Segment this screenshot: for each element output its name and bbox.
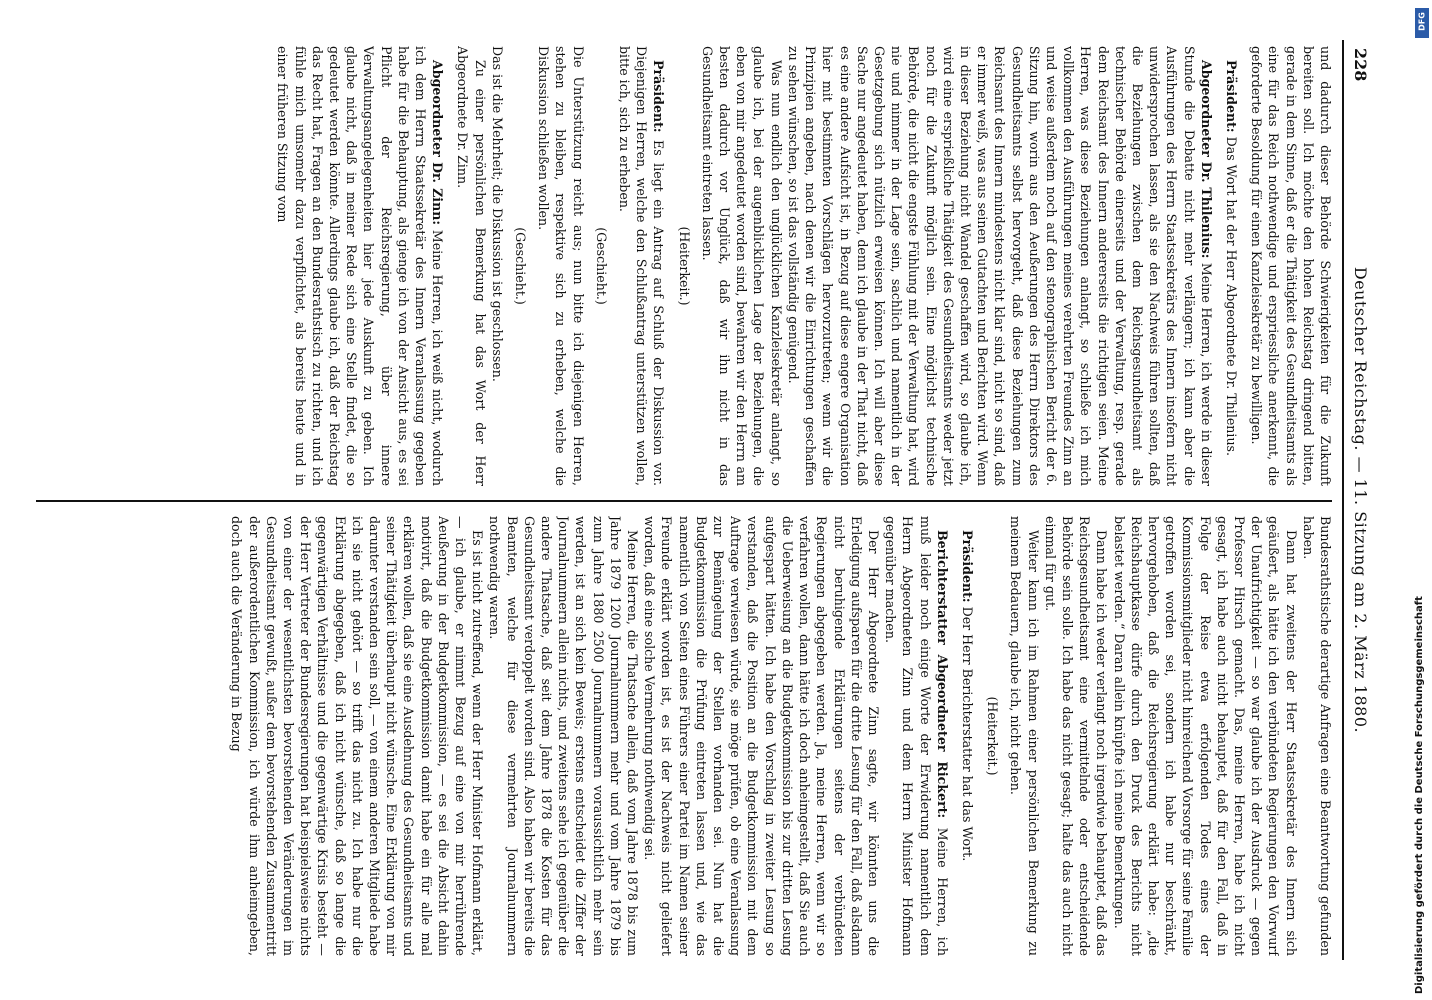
dfg-logo-text: DFG <box>1417 12 1427 31</box>
paragraph-text: Das Wort hat der Herr Abgeordnete Dr. Thilenius. <box>1223 132 1239 457</box>
paragraph <box>1223 46 1240 486</box>
header-rule <box>1342 40 1344 960</box>
speaker-name: Berichterstatter Abgeordneter Rickert: <box>934 530 950 819</box>
page-title: Deutscher Reichstag. — 11. Sitzung am 2. März 1880. <box>1351 266 1370 734</box>
paragraph-text: Das ist die Mehrheit; die Diskussion ist geschlossen. <box>489 46 505 382</box>
paragraph-text: Zu einer persönlichen Bemerkung hat das Wort der Herr Abgeordnete Dr. Zinn. <box>455 46 488 486</box>
paragraph-text: Der Herr Abgeordnete Zinn sagte, wir könnten uns die Erledigung aufsparen für die dritte Lesung für den Fall, daß alsdann nicht beruhigende Erklärungen seitens der verbündeten Regierungen abgegeben werden. Ja, meine Herren, wenn wir so verfahren wollen, dann hätte ich doch anheimgestellt, daß Sie auch die Ueberweisung an die Budgetkommission bis zur dritten Lesung aufgespart hätten. Ich habe den Vorschlag in zweiter Lesung so verstanden, daß die Position an die Budgetkommission mit dem Auftrage verwiesen würde, sie möge prüfen, ob eine Veranlassung zur Bemängelung der Stellen vorhanden sei. Nun hat die Budgetkommission die Prüfung eintreten lassen und, wie das namentlich von Seiten eines Führers einer Partei im Namen seiner Freunde erklärt worden ist, es ist der Nachweis nicht geliefert worden, daß eine solche Vermehrung nothwendig sei. <box>642 516 881 956</box>
stage-direction: (Geschieht.) <box>593 227 609 305</box>
paragraph <box>1042 516 1111 956</box>
stage-direction: (Heiterkeit.) <box>985 696 1001 776</box>
paragraph-text: Die Unterstützung reicht aus; nun bitte ich diejenigen Herren, stehen zu bleiben, respektive sich zu erheben, welche die Diskussion schließen wollen. <box>536 46 586 486</box>
paragraph-text: Meine Herren, ich weiß nicht, wodurch ich dem Herrn Staatssekretär des Innern Veranlassung gegeben habe für die Behauptung, als gienge ich von der Ansicht aus, es sei Pflicht der Reichsregierung, über innere Verwaltungsangelegenheiten hier jede Auskunft zu geben. Ich glaube nicht, daß in meiner Rede sich eine Stelle findet, die so gedeutet werden könnte. Allerdings glaube ich, daß der Reichstag das Recht hat, Fragen an den Bundesrathstisch zu richten, und ich fühle mich umsomehr dazu verpflichtet, als bereits heute und in einer früheren Sitzung vom <box>275 46 446 486</box>
paragraph-text: Dann habe ich weder verlangt noch irgendwie behauptet, daß das Reichsgesundheitsamt eine vermittelnde oder entscheidende Behörde sein solle. Ich habe das nicht gesagt; halte das auch nicht einmal für gut. <box>1042 516 1110 956</box>
paragraph-text: und dadurch dieser Behörde Schwierigkeiten für die Zukunft bereiten soll. Ich möchte den hohen Reichstag dringend bitten, gerade in dem Sinne, daß er die Thätigkeit des Gesundheitsamts als eine für das Reich nothwendige und erspriessliche anerkennt, die geforderte Besoldung für einen Kanzleisekretär zu bewilligen. <box>1249 46 1333 486</box>
paragraph <box>641 516 882 956</box>
paragraph-text: Bundesrathstische derartige Anfragen eine Beantwortung gefunden haben. <box>1300 516 1333 956</box>
paragraph <box>535 46 587 486</box>
paragraph-text: Meine Herren, ich muß leider noch einige Worte der Erwiderung namentlich dem Herrn Abgeordneten Zinn und dem Herrn Minister Hofmann gegenüber machen. <box>883 516 950 956</box>
paragraph <box>882 516 951 956</box>
paragraph-text: Der Herr Berichterstatter hat das Wort. <box>959 602 975 862</box>
paragraph <box>1007 516 1041 956</box>
paragraph-text: Meine Herren, ich werde in dieser Stunde die Debatte nicht mehr verlängern; ich kann aber die Ausführungen des Herrn Staatssekretärs des Innern insofern nicht unwidersprochen lassen, als sie den Nachweis führen sollten, daß die Beziehungen zwischen dem Reichsgesundheitsamt als technischer Behörde einerseits und der Verwaltung, resp. gerade dem Reichsamt des Innern andererseits die richtigen seien. Meine Herren, was diese Beziehungen anlangt, so schließe ich mich vollkommen den Ausführungen meines verehrten Freundes Zinn an und weise außerdem noch auf den stenographischen Bericht der 6. Sitzung hin, worin aus den Aeußerungen des Herrn Direktors des Gesundheitsamts selbst hervorgeht, daß diese Beziehungen zum Reichsamt des Innern mindestens nicht klar sind, nicht so sind, daß er immer weiß, was aus seinen Gutachten und Berichten wird. Wenn in dieser Beziehung nicht Wandel geschaffen wird, so glaube ich, wird eine ersprießliche Thätigkeit des Gesundheitsamts weder jetzt noch für die Zukunft möglich sein. Eine möglichst technische Behörde, die nicht die engste Fühlung mit der Verwaltung hat, wird nie und nimmer in der Lage sein, sachlich und namentlich in der Gesetzgebung sich nützlich erweisen können. Ich will aber diese Sache nur angedeutet haben, denn ich glaube in der That nicht, daß es eine andere Aufsicht ist, in Bezug auf diese engere Organisation hier mit bestimmten Vorschlägen hervorzutreten; wenn wir die Prinzipien angeben, nach denen wir die Einrichtungen geschaffen zu sehen wünschen, so ist das vollständig genügend. <box>785 46 1214 486</box>
paragraph-text: Es ist nicht zutreffend, wenn der Herr Minister Hofmann erklärt, — ich glaube, er nimmt Bezug auf eine von mir herrührende Aeußerung in der Budgetkommission, — es sei die Absicht dahin motivirt, daß die Budgetkommission damit habe ein für alle mal erklären wollen, daß sie eine Ausdehnung des Gesundheitsamts und seiner Thätigkeit überhaupt nicht wünsche. Eine Erklärung von mir darunter verstanden sein soll, — von einem anderen Mitgliede habe ich sie nicht gehört — so trifft das nicht zu. Ich habe nur die Erklärung abgegeben, daß ich nicht wünsche, daß so lange die gegenwärtigen Verhältnisse und die gegenwärtige Krisis besteht — der Herr Vertreter der Bundesregierungen hat beispielsweise nichts von einer der wesentlichsten bevorstehenden Veränderungen im Gesundheitsamt gewußt, außer dem bevorstehenden Zusammentritt der außerordentlichen Kommission, ich würde ihm anheimgeben, doch auch die Veränderung in Bezug <box>229 516 486 956</box>
paragraph <box>486 516 641 956</box>
paragraph <box>1300 516 1334 956</box>
speaker-name: Abgeordneter Dr. Thilenius: <box>1198 60 1214 259</box>
paragraph <box>1110 516 1299 956</box>
paragraph <box>616 46 668 486</box>
column-divider <box>36 500 1332 502</box>
speaker-name: Präsident: <box>959 530 975 603</box>
paragraph <box>274 46 446 486</box>
speaker-name: Abgeordneter Dr. Zinn: <box>430 60 446 226</box>
paragraph-text: Was nun endlich den unglücklichen Kanzleisekretär anlangt, so glaube ich, bei der augenblicklichen Lage der Beziehungen, die eben von mir angedeutet worden sind, bewahren wir den Herrn am besten dadurch vor Unglück, daß wir ihn nicht in das Gesundheitsamt eintreten lassen. <box>699 46 784 486</box>
stage-direction: (Geschieht.) <box>513 227 529 305</box>
paragraph <box>959 516 976 956</box>
paragraph-text: Es liegt ein Antrag auf Schluß der Diskussion vor. Diejenigen Herren, welche den Schlußantrag unterstützen wollen, bitte ich, sich zu erheben. <box>617 46 667 486</box>
paragraph-text: Weiter kann ich im Rahmen einer persönlichen Bemerkung zu meinem Bedauern, glaube ich, nicht gehen. <box>1008 516 1041 956</box>
dfg-logo <box>1415 8 1429 38</box>
page-number: 228 <box>1351 48 1370 82</box>
paragraph <box>228 516 486 956</box>
paragraph-text: Dann hat zweitens der Herr Staatssekretär des Innern sich geäußert, als hätte ich den verbündeten Regierungen den Vorwurf der Unaufrichtigkeit — so war glaube ich der Ausdruck — gegen Professor Hirsch gemacht. Das, meine Herren, habe ich nicht gesagt, ich habe auch nicht behauptet, daß für den Fall, daß in Folge der Reise etwa erfolgenden Todes eines der Kommissionsmitglieder nicht hinreichend Vorsorge für seine Familie getroffen worden sei, sondern ich habe nur beschränkt, hervorgehoben, daß die Reichsregierung erklärt habe: „die Reichshauptkasse dürfe durch den Druck des Berichts nicht belastet werden.“ Daran allein knüpfte ich meine Bemerkungen. <box>1111 516 1299 956</box>
speaker-name: Präsident: <box>651 60 667 133</box>
digitization-footer <box>1414 6 1430 994</box>
paragraph <box>454 46 488 486</box>
paragraph <box>785 46 1215 486</box>
page-header <box>1346 40 1370 960</box>
paragraph-text: Meine Herren, die Thatsache allein, daß vom Jahre 1878 bis zum Jahre 1879 1200 Journalnummern mehr und vom Jahre 1879 bis zum Jahre 1880 2500 Journalnummern voraussichtlich mehr sein werden, ist an sich kein Beweis; erstens entscheidet die Ziffer der Journalnummern allein nichts, und zweitens sehe ich gegenüber die andere Thatsache, daß seit dem Jahre 1878 die Kosten für das Gesundheitsamt verdoppelt worden sind. Also haben wir bereits die Beamten, welche für diese vermehrten Journalnummern nothwendig waren. <box>487 516 641 956</box>
paragraph <box>489 46 506 486</box>
paragraph <box>699 46 785 486</box>
right-column <box>40 516 1334 956</box>
paragraph <box>1248 46 1334 486</box>
stage-direction: (Heiterkeit.) <box>676 226 692 306</box>
digitization-notice: Digitalisierung gefördert durch die Deutsche Forschungsgemeinschaft <box>1414 596 1425 994</box>
left-column <box>40 46 1334 486</box>
speaker-name: Präsident: <box>1223 60 1239 133</box>
